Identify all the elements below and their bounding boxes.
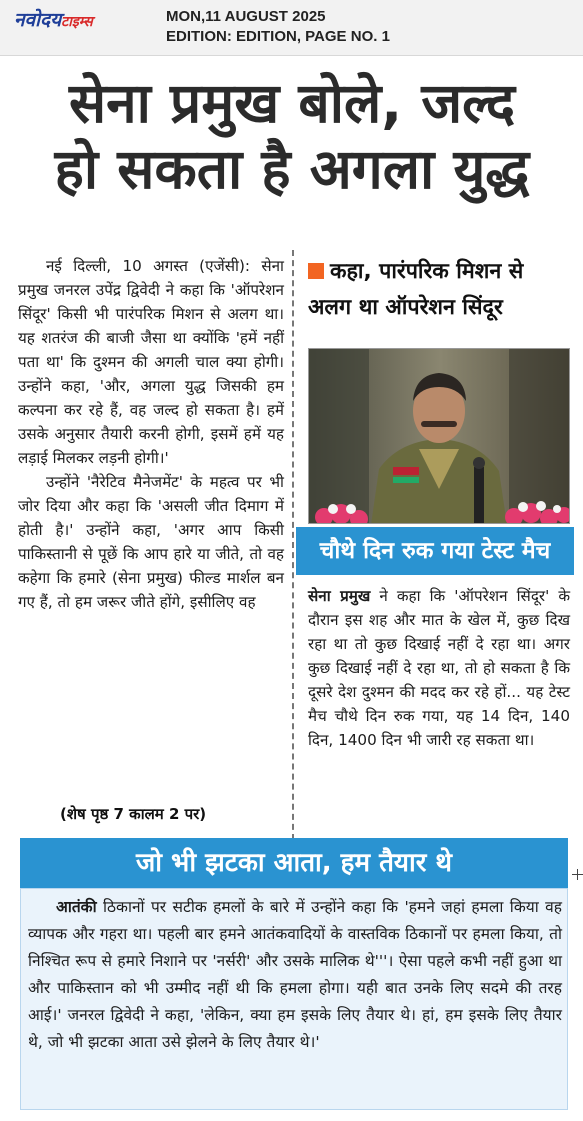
left-column [18, 254, 284, 614]
box-paragraph: ठिकानों पर सटीक हमलों के बारे में उन्होंने कहा कि 'हमने जहां हमला किया वह व्यापक और गहरा था। पहली बार हमने आतंकवादियों के वास्तविक ठिकानों पर हमला किया, तो निश्चित रूप से हमारे निशाने पर 'नर्सरी' और उसके मालिक थे'''। ऐसा पहले कभी नहीं हुआ था और पाकिस्तान को भी उम्मीद नहीं थी कि हमला होगा। यही बात उनके लिए सदमे की तरह आई।' जनरल द्विवेदी ने कहा, 'लेकिन, क्या हम इसके लिए तैयार थे। हां, हम इसके लिए तैयार थे, जो भी झटका आता उसे झेलने के लिए तैयार थे।' [28, 898, 562, 1051]
continued-note: (शेष पृष्ठ 7 कालम 2 पर) [60, 805, 207, 823]
right-column [308, 584, 570, 752]
sub-headline-text: कहा, पारंपरिक मिशन से अलग था ऑपरेशन सिंदूर [308, 259, 524, 320]
right-lead-bold: सेना प्रमुख [308, 587, 371, 605]
highlight-box-text [28, 894, 562, 1056]
edition-page-info: EDITION: EDITION, PAGE NO. 1 [166, 28, 390, 45]
army-chief-photo [308, 348, 570, 524]
left-paragraph-2: उन्होंने 'नैरेटिव मैनेजमेंट' के महत्व पर भी जोर दिया और कहा कि 'असली जीत दिमाग में होती है।' उन्होंने कहा, 'अगर आप किसी पाकिस्तानी से पूछें कि आप हारे या जीते, तो वह कहेगा कि हमारे (सेना प्रमुख) फील्ड मार्शल बन गए हैं, तो हम जरूर जीते होंगे, इसीलिए वह [18, 473, 284, 611]
newspaper-logo[interactable] [14, 6, 140, 32]
bullet-square-icon [308, 263, 324, 279]
sub-headline [308, 254, 573, 326]
box-lead-bold: आतंकी [56, 898, 97, 916]
edition-date: MON,11 AUGUST 2025 [166, 8, 326, 25]
masthead [0, 0, 583, 56]
column-divider [292, 250, 294, 840]
article-headline [12, 70, 572, 202]
banner-ready-for-shock: जो भी झटका आता, हम तैयार थे [20, 838, 568, 888]
headline-line-1: सेना प्रमुख बोले, जल्द [68, 71, 516, 135]
logo-secondary: टाइम्स [61, 14, 93, 30]
logo-primary: नवोदय [14, 9, 62, 31]
right-paragraph: ने कहा कि 'ऑपरेशन सिंदूर' के दौरान इस शह और मात के खेल में, कुछ दिख रहा था तो कुछ दिखाई नहीं दे रहा था। अगर कुछ दिखाई नहीं दे रहा था, तो हो सकता है कि दूसरे देश दुश्मन की मदद कर रहे हों... यह टेस्ट मैच चौथे दिन रुक गया, यह 14 दिन, 140 दिन, 1400 दिन भी जारी रह सकता था। [308, 587, 570, 749]
left-paragraph-1: नई दिल्ली, 10 अगस्त (एजेंसी): सेना प्रमुख जनरल उपेंद्र द्विवेदी ने कहा कि 'ऑपरेशन सिंदूर' किसी भी पारंपरिक मिशन से अलग था। यह शतरंज की बाजी जैसा था क्योंकि 'हमें नहीं पता था' कि दुश्मन की अगली चाल क्या होगी। उन्होंने कहा, 'और, अगला युद्ध जिसकी हम कल्पना कर रहे हैं, वह जल्द हो सकता है। हमें उसके अनुसार तैयारी करनी होगी, इसमें हमें यह लड़ाई मिलकर लड़नी होगी।' [18, 257, 284, 467]
headline-line-2: हो सकता है अगला युद्ध [54, 137, 530, 201]
banner-test-match: चौथे दिन रुक गया टेस्ट मैच [296, 527, 574, 575]
crosshair-icon [572, 869, 583, 880]
